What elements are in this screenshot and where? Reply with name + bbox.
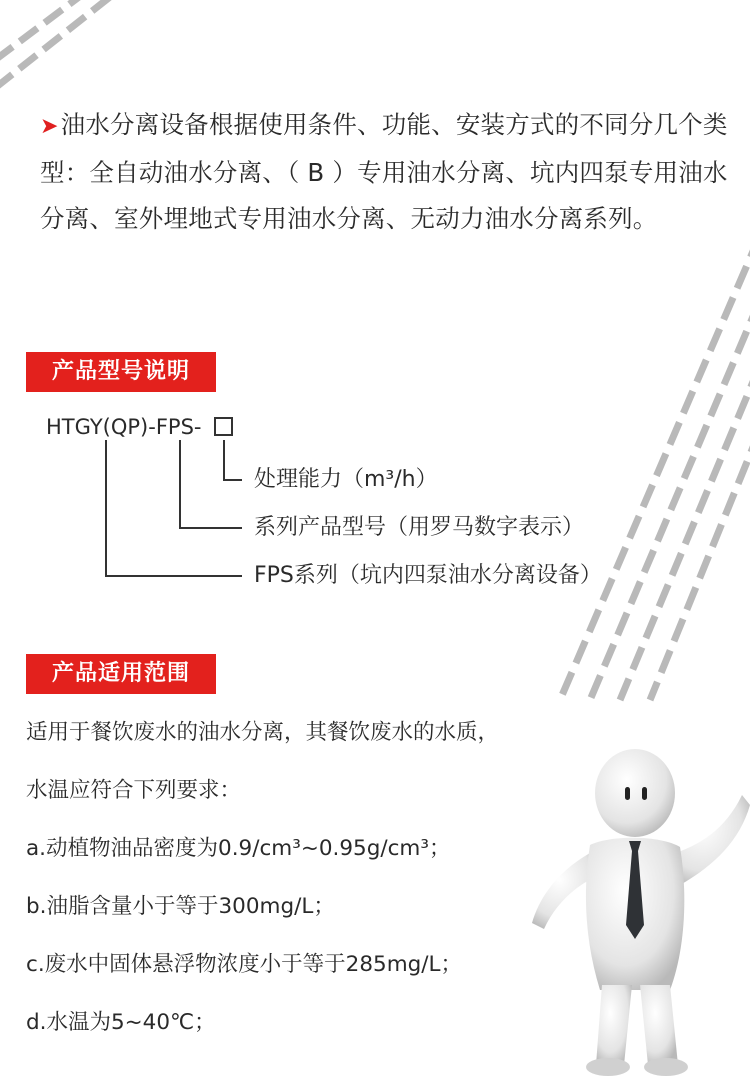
scope-line: 水温应符合下列要求： (26, 778, 242, 803)
scope-line: a.动植物油品密度为0.9/cm³~0.95g/cm³； (26, 836, 451, 861)
presenter-figure-illustration (520, 735, 750, 1080)
definition-series-model: 系列产品型号（用罗马数字表示） (254, 515, 585, 540)
scope-line: d.水温为5~40℃； (26, 1010, 216, 1035)
scope-line: b.油脂含量小于等于300mg/L； (26, 894, 335, 919)
intro-text: 油水分离设备根据使用条件、功能、安装方式的不同分几个类型：全自动油水分离、（ B ）专用油水分离、坑内四泵专用油水分离、室外埋地式专用油水分离、无动力油水分离系列。 (40, 110, 728, 233)
model-code: HTGY(QP)-FPS- (46, 415, 202, 439)
scope-line: 适用于餐饮废水的油水分离，其餐饮废水的水质， (26, 720, 500, 745)
model-heading: 产品型号说明 (26, 352, 216, 392)
definition-fps-series: FPS系列（坑内四泵油水分离设备） (254, 563, 602, 588)
red-arrow-icon: ➤ (40, 114, 59, 139)
scope-line: c.废水中固体悬浮物浓度小于等于285mg/L； (26, 952, 463, 977)
scope-heading: 产品适用范围 (26, 654, 216, 694)
definition-capacity: 处理能力（m³/h） (254, 467, 438, 492)
